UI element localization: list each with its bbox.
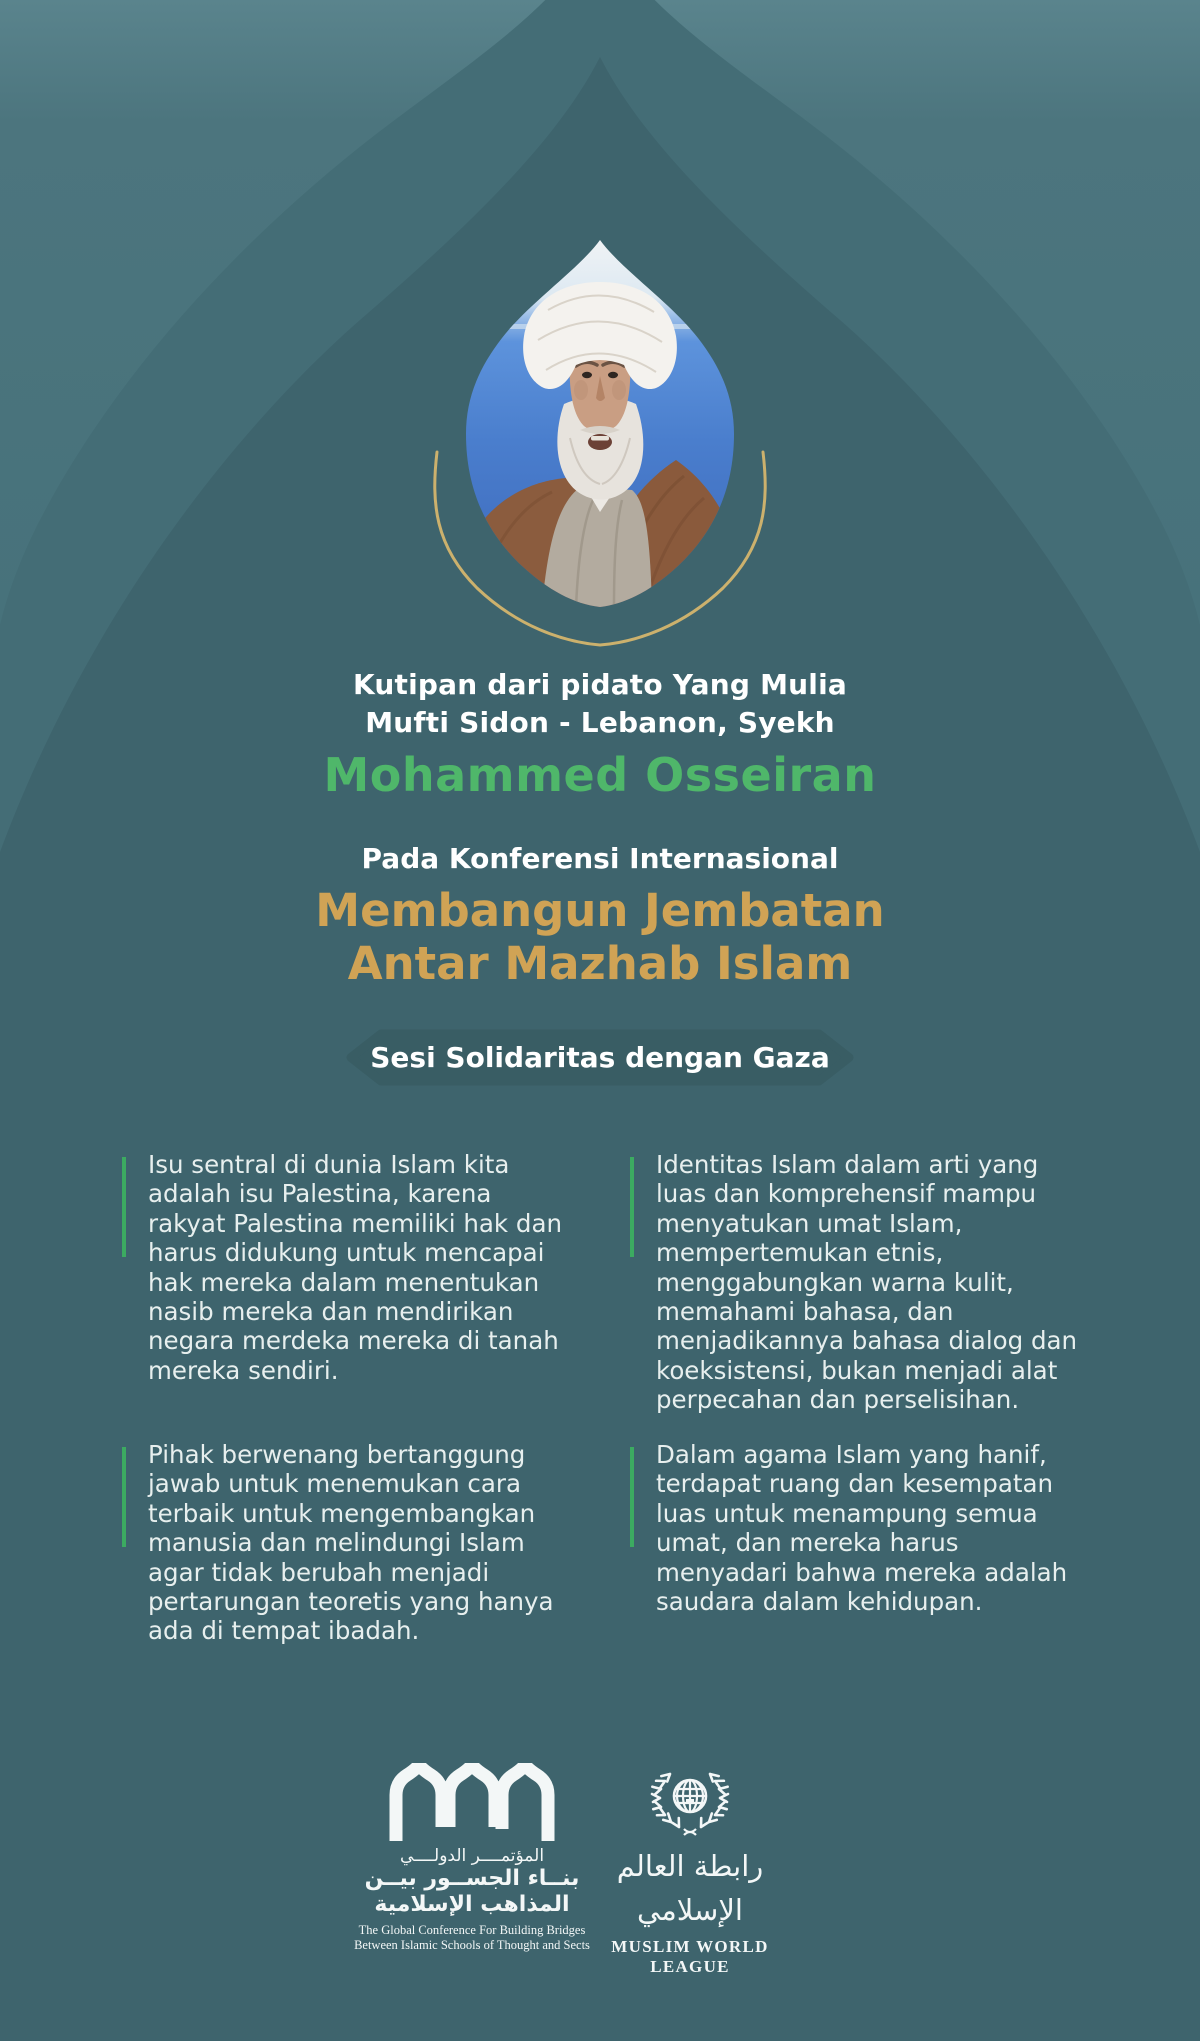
session-badge [345, 1029, 855, 1086]
conference-logo-arabic-line-2: بنــاء الجســور بيــن [364, 1866, 580, 1891]
conference-title [0, 884, 1200, 990]
speaker-photo-frame [464, 238, 736, 608]
conference-logo-english-line-2: Between Islamic Schools of Thought and Sects [354, 1938, 590, 1952]
quote-accent-bar [630, 1447, 634, 1547]
quote-item-2 [630, 1150, 1092, 1415]
quote-text-4: Dalam agama Islam yang hanif, terdapat ruang dan kesempatan luas untuk menampung semua umat, dan mereka harus menyadari bahwa mereka adalah saudara dalam kehidupan. [656, 1440, 1068, 1616]
speaker-photo [464, 238, 736, 608]
conference-intro: Pada Konferensi Internasional [361, 842, 839, 875]
quote-accent-bar [122, 1157, 126, 1257]
intro-line-2: Mufti Sidon - Lebanon, Syekh [365, 706, 835, 739]
intro-line-1: Kutipan dari pidato Yang Mulia [353, 668, 847, 701]
speaker-name: Mohammed Osseiran [323, 748, 877, 802]
quote-text-3: Pihak berwenang bertanggung jawab untuk menemukan cara terbaik untuk mengembangkan manusia dan melindungi Islam agar tidak berubah menjadi pertarungan teoretis yang hanya ada di tempat ibadah. [148, 1440, 554, 1646]
quote-accent-bar [122, 1447, 126, 1547]
quote-text-2: Identitas Islam dalam arti yang luas dan komprehensif mampu menyatukan umat Islam, mempertemukan etnis, menggabungkan warna kulit, memahami bahasa, dan menjadikannya bahasa dialog dan koeksistensi, bukan menjadi alat perpecahan dan perselisihan. [656, 1150, 1078, 1415]
conference-logo-arabic-line-1: المؤتمــــر الدولــــي [399, 1846, 545, 1866]
quote-item-4 [630, 1440, 1092, 1616]
intro-lines [0, 666, 1200, 742]
conference-title-line-1: Membangun Jembatan [315, 884, 885, 937]
muslim-world-league-logo [576, 1763, 804, 1977]
quote-item-1 [122, 1150, 574, 1385]
conference-arches-icon [379, 1763, 565, 1843]
conference-logo-english-line-1: The Global Conference For Building Bridges [358, 1923, 586, 1937]
quote-item-3 [122, 1440, 574, 1646]
conference-logo [348, 1763, 596, 1953]
quote-text-1: Isu sentral di dunia Islam kita adalah isu Palestina, karena rakyat Palestina memiliki hak dan harus didukung untuk mencapai hak mereka dalam menentukan nasib mereka dan mendirikan negara merdeka mereka di tanah mereka sendiri. [148, 1150, 562, 1385]
conference-title-line-2: Antar Mazhab Islam [347, 937, 853, 990]
globe-wreath-emblem-icon [648, 1763, 732, 1843]
mwl-logo-arabic: رابطة العالم الإسلامي [616, 1849, 764, 1927]
mwl-logo-english: MUSLIM WORLD LEAGUE [611, 1937, 769, 1976]
conference-logo-arabic-line-3: المذاهب الإسلامية [374, 1892, 570, 1917]
session-badge-label: Sesi Solidaritas dengan Gaza [370, 1041, 830, 1074]
quote-accent-bar [630, 1157, 634, 1257]
